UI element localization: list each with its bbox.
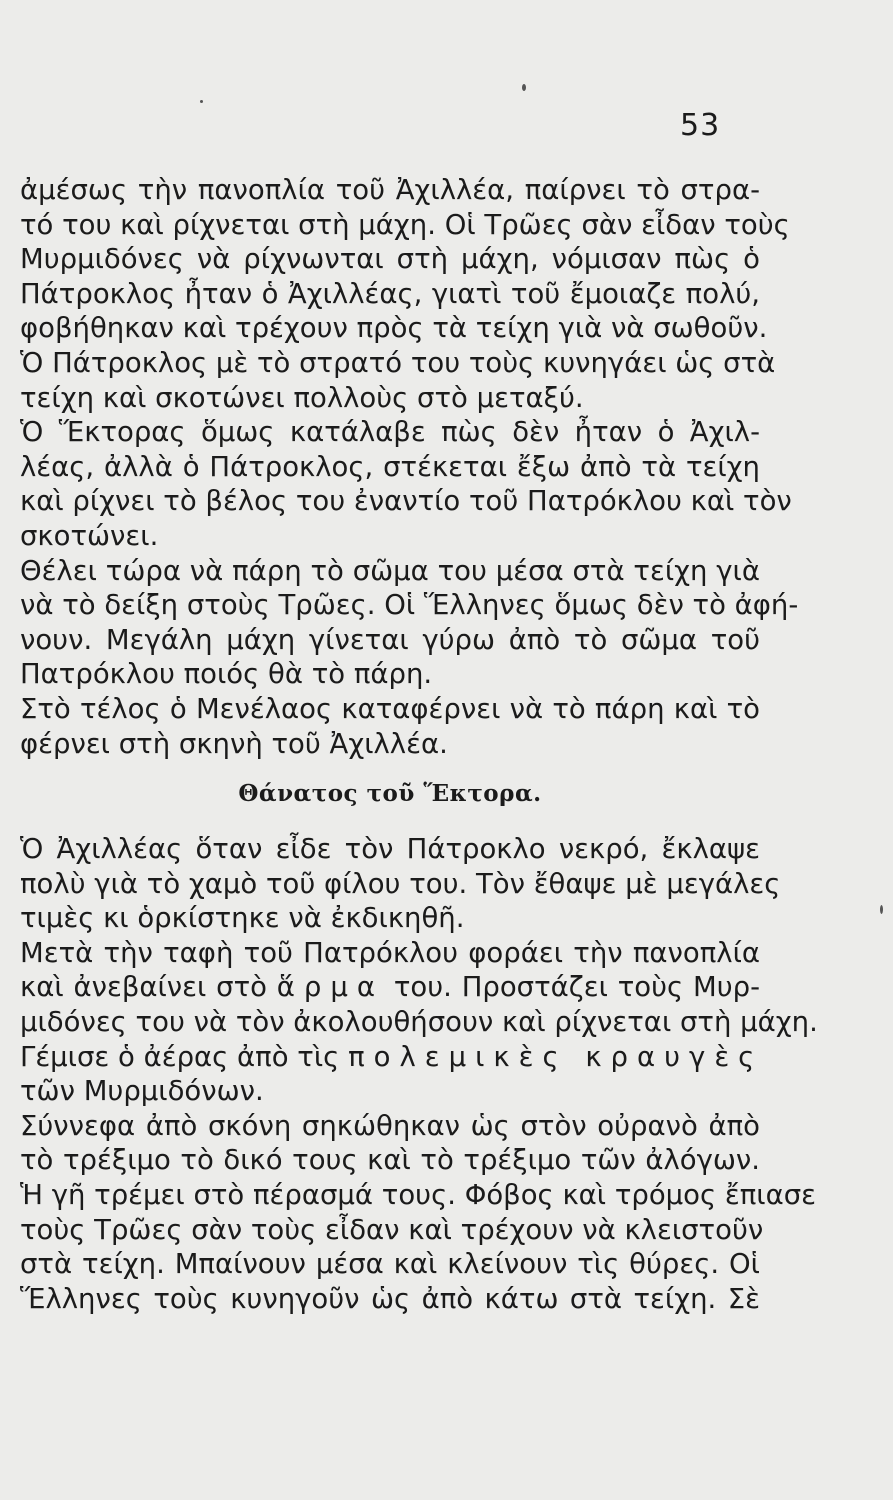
- text-line: Στὸ τέλος ὁ Μενέλαος καταφέρνει νὰ τὸ πάρη καὶ τὸ: [20, 692, 760, 725]
- text-line: φέρνει στὴ σκηνὴ τοῦ Ἀχιλλέα.: [20, 727, 448, 760]
- text-line: σκοτώνει.: [20, 519, 159, 552]
- text-line: λέας, ἀλλὰ ὁ Πάτροκλος, στέκεται ἔξω ἀπὸ τὰ τείχη: [20, 450, 760, 483]
- text-line: μιδόνες του νὰ τὸν ἀκολουθήσουν καὶ ρίχνεται στὴ μάχη.: [20, 1005, 818, 1038]
- text-line: Πατρόκλου ποιός θὰ τὸ πάρη.: [20, 658, 433, 691]
- text-line: τὸ τρέξιμο τὸ δικό τους καὶ τὸ τρέξιμο τῶν ἀλόγων.: [20, 1144, 760, 1177]
- text-line: νὰ τὸ δείξη στοὺς Τρῶες. Οἱ Ἕλληνες ὅμως δὲν τὸ ἀφή-: [20, 589, 799, 622]
- text-segment: του. Προστάζει τοὺς Μυρ-: [393, 971, 760, 1004]
- text-line: Ἕλληνες τοὺς κυνηγοῦν ὡς ἀπὸ κάτω στὰ τείχη. Σὲ: [20, 1282, 760, 1315]
- text-line: Ὁ Ἕκτορας ὅμως κατάλαβε πὼς δὲν ἦταν ὁ Ἀχιλ-: [20, 416, 760, 449]
- text-line: τό του καὶ ρίχνεται στὴ μάχη. Οἱ Τρῶες σὰν εἶδαν τοὺς: [20, 208, 790, 241]
- text-block-patroclus: [20, 173, 799, 761]
- ink-speck: [880, 905, 883, 914]
- text-line: τοὺς Τρῶες σὰν τοὺς εἶδαν καὶ τρέχουν νὰ κλειστοῦν: [20, 1213, 764, 1246]
- text-line: στὰ τείχη. Μπαίνουν μέσα καὶ κλείνουν τὶς θύρες. Οἱ: [20, 1248, 760, 1281]
- text-line: Μυρμιδόνες νὰ ρίχνωνται στὴ μάχη, νόμισαν πὼς ὁ: [20, 243, 760, 276]
- text-line: Πάτροκλος ἦταν ὁ Ἀχιλλέας, γιατὶ τοῦ ἔμοιαζε πολύ,: [20, 277, 760, 310]
- section-heading: Θάνατος τοῦ Ἕκτορα.: [238, 780, 542, 807]
- text-line: Σύννεφα ἀπὸ σκόνη σηκώθηκαν ὡς στὸν οὐρανὸ ἀπὸ: [20, 1109, 760, 1142]
- text-line: Θέλει τώρα νὰ πάρη τὸ σῶμα του μέσα στὰ τείχη γιὰ: [20, 554, 760, 587]
- text-segment: καὶ ἀνεβαίνει στὸ: [20, 971, 267, 1004]
- text-line: τιμὲς κι ὁρκίστηκε νὰ ἐκδικηθῆ.: [20, 902, 465, 935]
- text-line: Ἡ γῆ τρέμει στὸ πέρασμά τους. Φόβος καὶ τρόμος ἔπιασε: [20, 1178, 817, 1211]
- text-line: τῶν Μυρμιδόνων.: [20, 1075, 264, 1108]
- spaced-phrase: πολεμικὲς κραυγὲς: [348, 1040, 764, 1073]
- text-line: τείχη καὶ σκοτώνει πολλοὺς στὸ μεταξύ.: [20, 381, 584, 414]
- text-line: πολὺ γιὰ τὸ χαμὸ τοῦ φίλου του. Τὸν ἔθαψε μὲ μεγάλες: [20, 867, 781, 900]
- text-line: Ὁ Πάτροκλος μὲ τὸ στρατό του τοὺς κυνηγάει ὡς στὰ: [20, 346, 776, 379]
- text-block-hector-death: [20, 832, 818, 1316]
- spaced-word: ἅρμα: [276, 971, 385, 1004]
- text-line: ἀμέσως τὴν πανοπλία τοῦ Ἀχιλλέα, παίρνει τὸ στρα-: [20, 174, 760, 206]
- page-number: 53: [680, 108, 721, 143]
- text-line: καὶ ρίχνει τὸ βέλος του ἐναντίο τοῦ Πατρόκλου καὶ τὸν: [20, 485, 792, 518]
- ink-speck: [200, 100, 203, 103]
- text-line: φοβήθηκαν καὶ τρέχουν πρὸς τὰ τείχη γιὰ νὰ σωθοῦν.: [20, 312, 768, 345]
- text-segment: Γέμισε ὁ ἀέρας ἀπὸ τὶς: [20, 1040, 340, 1073]
- text-line: Μετὰ τὴν ταφὴ τοῦ Πατρόκλου φοράει τὴν πανοπλία: [20, 936, 760, 969]
- text-line: νουν. Μεγάλη μάχη γίνεται γύρω ἀπὸ τὸ σῶμα τοῦ: [20, 623, 760, 656]
- text-line: [20, 1040, 764, 1075]
- text-line: [20, 970, 760, 1005]
- text-line: Ὁ Ἀχιλλέας ὅταν εἶδε τὸν Πάτροκλο νεκρό, ἔκλαψε: [20, 833, 760, 865]
- ink-speck: [522, 84, 526, 91]
